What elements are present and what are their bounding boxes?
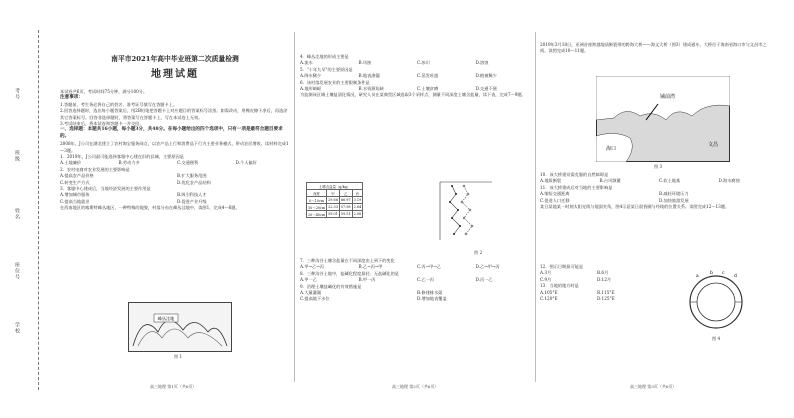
table-cell: 10～20cm [308, 205, 326, 210]
figure-1-caption: 图 1 [174, 354, 183, 359]
table-cell: 57.98 [340, 205, 351, 209]
option: C.提高地下水位 [300, 296, 330, 302]
option: A.缩短交通距离 [540, 191, 570, 197]
figure-4-label: d [734, 274, 737, 279]
question-6: 6．该村落发展农业的主要限制条件是 [300, 79, 370, 85]
table-header: 深度 [307, 190, 327, 197]
map-label: 文昌 [708, 142, 719, 148]
table-cell: 2.64 [353, 205, 362, 209]
page-3-footer: 高三地理 第3页（共6页） [630, 384, 677, 389]
table-cell: 22.33 [328, 205, 338, 209]
page-2-column-lower [300, 258, 530, 303]
table-cell: 2.08 [353, 212, 362, 216]
option: D.促进产业升级 [177, 198, 207, 204]
question-2: 2．农村电商对农业发展的主要影响是 [60, 166, 130, 172]
page-1-column [60, 32, 290, 211]
option: B.115°E [597, 289, 615, 295]
figure-4-label: a [696, 274, 699, 279]
question-3: 3．客服中心建成后，当地经济发展的主要作用是 [60, 185, 151, 191]
table-caption: 土壤含盐量（g/kg） [307, 183, 363, 190]
figure-4 [676, 268, 756, 334]
page-3-questions-12-13 [540, 264, 650, 302]
option: B.6月 [597, 270, 609, 276]
option: D.海水腐蚀 [718, 178, 740, 184]
option: B.吸引科技人才 [177, 192, 207, 198]
table-cell: 29.66 [328, 198, 338, 202]
option: C.提高当地就业 [60, 198, 90, 204]
option: A.3月 [540, 270, 552, 276]
option: A.降水稀少 [300, 73, 322, 79]
question-10: 10．该大桥建设需克服的自然障碍是 [540, 172, 609, 177]
option: C.乙一丙 [417, 277, 434, 283]
question-1: 1．2019年，J公司最可能选择客服中心建在旧的县城，主要原因是 [60, 154, 184, 160]
option: C.软土地基 [659, 178, 681, 184]
option: A.大量灌溉 [300, 289, 322, 295]
option: B.乙→丙→甲 [358, 264, 383, 270]
notice-title: 注意事项： [60, 94, 83, 100]
exam-no-label: 考号 [14, 88, 20, 100]
option: C.9月 [540, 276, 552, 282]
question-9: 9．治理土壤盐碱化的有效措施是 [300, 283, 362, 289]
option: D.个人偏好 [235, 160, 257, 166]
option: D.优化农产品结构 [177, 179, 211, 185]
option: C.交通便利 [177, 160, 199, 166]
figure-1 [128, 302, 232, 352]
seat-label: 座位号 [14, 262, 20, 280]
question-8: 8．三种沟谷土地中，盐碱化程度最轻、无盐碱化的是 [300, 270, 399, 276]
exam-title: 南平市2021年高中毕业班第二次质量检测 [111, 55, 239, 63]
table-header: 甲 [327, 190, 340, 197]
table-row [307, 211, 363, 218]
page-2-column [300, 32, 530, 99]
question-11: 11．该大桥建成后对当地的主要影响是 [540, 184, 613, 190]
table-cell: 0～10cm [307, 197, 327, 204]
option: A.地形崎岖 [300, 85, 322, 91]
table-cell: 59.51 [340, 212, 351, 216]
question-13: 13．当地的地方时是 [540, 283, 579, 289]
figure-4-label: b [710, 271, 713, 276]
notice-item: 2.回答选择题时，选出每小题答案后，用2B铅笔把答题卡上对应题目的答案标号涂黑。如需改动，用橡皮擦干净后，再选涂其它答案标号。回答非选择题时，将答案写在答题卡上，写在本试卷上无效。 [60, 108, 288, 120]
option: D.12月 [597, 276, 612, 282]
column-divider [535, 32, 536, 382]
option: B.水资源短缺 [358, 85, 384, 91]
table-row [307, 204, 363, 211]
question-intro: 某日某地某一时刻太阳光线与地面夹角，图4示意某日晨昏圈与经线的位置关系。读图完成12～13题。 [540, 203, 730, 209]
option: D.加快旅游发展 [659, 197, 689, 203]
question-4: 4．峰丛洼地的形成主要是 [300, 54, 349, 59]
table-header: 丙 [352, 190, 363, 197]
option: D.丙一乙 [475, 277, 493, 283]
option: B.地表渗漏 [358, 73, 380, 79]
option: A.土地廉价 [60, 160, 82, 166]
page-2-footer: 高三地理 第2页（共6页） [392, 384, 439, 389]
subject-title: 地理试题 [151, 69, 199, 81]
figure-2 [432, 178, 498, 248]
question-7: 7．三种沟谷土壤含盐量在不同深度由上到下的变化 [300, 258, 395, 263]
figure-4-label: c [722, 271, 725, 276]
option: A.105°E [540, 289, 558, 295]
table-header: 乙 [339, 190, 352, 197]
map-label: 海口 [606, 146, 617, 152]
notice-item: 1.答题前，考生务必将自己的姓名、准考证号填写在答题卡上。 [60, 101, 178, 107]
option: B.劳动力多 [118, 160, 140, 166]
question-intro: 在西南地区的喀斯特峰丛地区，一种特殊的地貌，村落分布在峰丛洼地中，读图1，完成4～6题。 [60, 205, 240, 211]
salt-table [306, 182, 363, 218]
option: C.土壤贫瘠 [417, 85, 439, 91]
option: A.地质断裂 [540, 178, 562, 184]
option: C.促进人口迁移 [540, 197, 570, 203]
table-cell: 20～40cm [308, 212, 326, 217]
figure-2-caption: 图 2 [474, 250, 483, 255]
option: A.甲→乙→丙 [300, 264, 324, 270]
binding-strip [0, 0, 52, 418]
class-label: 班级 [14, 150, 20, 162]
option: D.125°E [597, 295, 615, 301]
page-3-column [540, 32, 774, 55]
option: D.交通不便 [475, 85, 497, 91]
header-note: 本试卷共6页，考试时间75分钟，满分100分。 [60, 88, 148, 94]
option: B.减轻环境压力 [659, 191, 689, 197]
option: A.提高农产品价格 [60, 173, 94, 179]
question-intro: 2019年3月18日，亚洲首座跨越地质断裂带的跨海大桥——海文大桥（图3）建成通车，大桥位于海南省海口市与文昌市之间。读图完成10～11题。 [540, 42, 767, 54]
table-row [307, 197, 363, 204]
option: B.扩大服务范围 [177, 173, 207, 179]
option: A.流水 [300, 60, 313, 66]
option: B.台风频繁 [599, 178, 621, 184]
option: C.冰川 [417, 60, 430, 66]
table-cell: 59.01 [328, 212, 338, 216]
question-13-options [540, 296, 650, 302]
salt-table-wrap [306, 182, 363, 218]
figure-3-caption: 图 3 [654, 164, 663, 169]
question-intro: 2008年，J公司在湖北建立了农村淘宝服务网点，以农产品上行和消费品下行为主要业务模式，带动农民增收。读材料完成1～3题。 [60, 141, 289, 153]
question-5: 5．"十年九旱"的主要原因是 [300, 66, 353, 72]
column-divider [294, 32, 295, 382]
school-label: 学校 [14, 322, 20, 334]
question-intro: 为监测该区城土壤盐渍化情况，研究人员在某典型区域选取3个采样点，测量不同深度土壤含盐量，读下表，完成7～9题。 [300, 92, 526, 98]
section-title: 一、选择题：本题共16小题，每小题3分，共48分。在每小题给出的四个选项中，只有一项是最符合题目要求的。 [60, 127, 283, 140]
figure-1-label: 峰丛洼地 [157, 316, 175, 321]
notice-item: 3.考试结束后，将本试卷和答题卡一并交回。 [60, 120, 144, 126]
option: C.丙→甲→乙 [417, 264, 441, 270]
binding-dashed-line [38, 30, 39, 390]
option: A.增加城市服务 [60, 192, 90, 198]
option: C.转变生产方式 [60, 179, 90, 185]
table-cell: 66.97 [340, 198, 351, 202]
page-3-column-lower [540, 172, 774, 210]
option: D.增加地表覆盖 [417, 296, 447, 302]
option: B.修建排水渠 [417, 289, 443, 295]
option: C.蒸发旺盛 [417, 73, 439, 79]
table-cell: 3.19 [353, 198, 362, 202]
option: B.风蚀 [358, 60, 372, 66]
question-9-options [300, 296, 530, 302]
name-label: 姓名 [14, 208, 20, 220]
option: B.甲一丙 [358, 277, 376, 283]
figure-3 [596, 76, 730, 162]
figure-4-caption: 图 4 [712, 336, 721, 341]
option: D.溶蚀 [475, 60, 489, 66]
map-label: 铺前湾 [660, 94, 676, 100]
page-1-footer: 高三地理 第1页（共6页） [150, 384, 197, 389]
option: A.甲一乙 [300, 277, 317, 283]
option: D.乙→甲→丙 [475, 264, 500, 270]
option: D.植被稀少 [475, 73, 497, 79]
option: C.120°E [540, 295, 558, 301]
question-12: 12．图示日期最可能是 [540, 264, 584, 269]
